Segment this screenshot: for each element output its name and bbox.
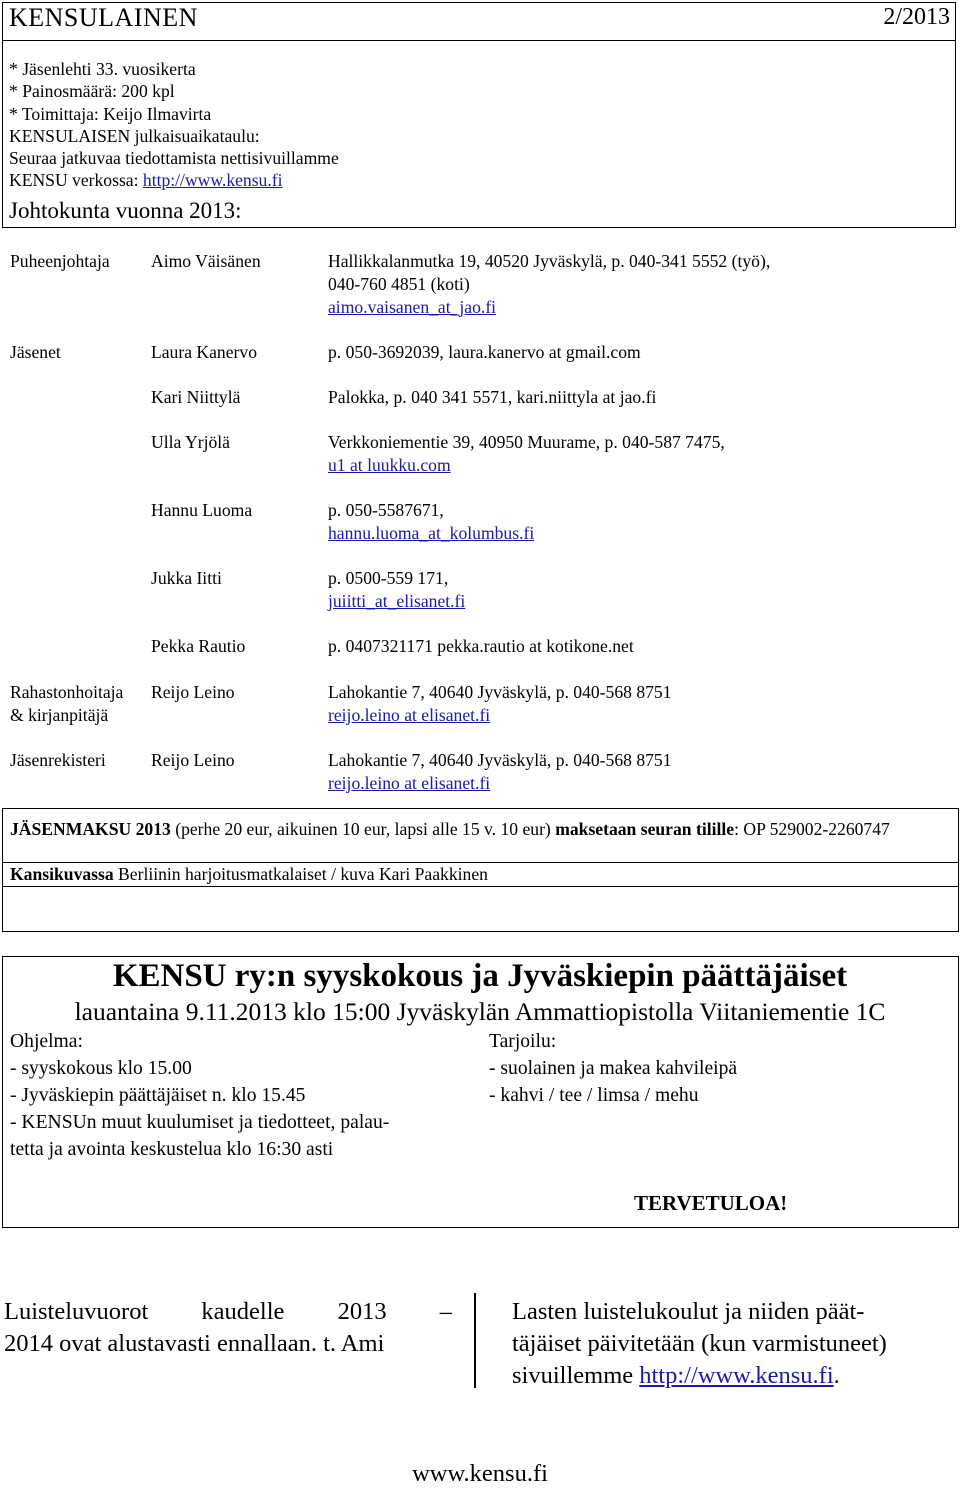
member-name: Laura Kanervo [151, 342, 257, 362]
program-heading: Ohjelma: [10, 1031, 83, 1052]
kids-line: Lasten luistelukoulut ja niiden päät- [512, 1298, 865, 1325]
member-contact: Verkkoniementie 39, 40950 Muurame, p. 040-587 7475, [328, 432, 725, 452]
fee-pay-label: maksetaan seuran tilille [555, 819, 735, 839]
program-item: - Jyväskiepin päättäjäiset n. klo 15.45 [10, 1085, 306, 1106]
fee-text [10, 818, 950, 841]
member-name: Kari Niittylä [151, 387, 241, 407]
chair-email-link[interactable]: aimo.vaisanen_at_jao.fi [328, 297, 497, 317]
serving-heading: Tarjoilu: [489, 1031, 557, 1052]
chair-name: Aimo Väisänen [151, 251, 261, 271]
header-divider [2, 40, 956, 41]
role-treasurer: Rahastonhoitaja [10, 682, 124, 702]
serving-section [489, 1028, 737, 1109]
member-name: Jukka Iitti [151, 568, 222, 588]
cover-divider [2, 886, 959, 887]
member-email-link[interactable]: u1 at luukku.com [328, 455, 451, 475]
kids-prefix: sivuillemme [512, 1362, 640, 1389]
event-title: KENSU ry:n syyskokous ja Jyväskiepin päättäjäiset [112, 958, 848, 994]
program-section [10, 1028, 389, 1163]
kids-line [512, 1360, 952, 1392]
cover-label: Kansikuvassa [10, 864, 114, 884]
registry-name: Reijo Leino [151, 750, 235, 770]
info-line: * Jäsenlehti 33. vuosikerta [9, 59, 196, 79]
member-name: Pekka Rautio [151, 636, 246, 656]
cover-caption [10, 863, 488, 886]
newsletter-title: KENSULAINEN [9, 3, 198, 32]
role-members: Jäsenet [10, 342, 61, 362]
member-contact: p. 0500-559 171, [328, 568, 449, 588]
serving-item: - kahvi / tee / limsa / mehu [489, 1085, 699, 1106]
web-prefix: KENSU verkossa: [9, 170, 143, 191]
member-contact: p. 050-5587671, [328, 500, 444, 520]
event-subtitle: lauantaina 9.11.2013 klo 15:00 Jyväskylän Ammattiopistolla Viitaniementie 1C [74, 997, 886, 1026]
serving-item: - suolainen ja makea kahvileipä [489, 1058, 738, 1079]
program-item: - KENSUn muut kuulumiset ja tiedotteet, palau- [10, 1112, 390, 1133]
web-line [9, 169, 339, 191]
info-line: KENSULAISEN julkaisuaikataulu: [9, 125, 260, 146]
board-title: Johtokunta vuonna 2013: [9, 198, 242, 223]
publication-info [9, 58, 339, 192]
treasurer-address: Lahokantie 7, 40640 Jyväskylä, p. 040-568 8751 [328, 682, 672, 702]
kids-suffix: . [833, 1362, 840, 1389]
cover-text: Berliinin harjoitusmatkalaiset / kuva Kari Paakkinen [113, 864, 488, 884]
fee-account: : OP 529002-2260747 [734, 819, 890, 839]
member-email-link[interactable]: hannu.luoma_at_kolumbus.fi [328, 523, 535, 543]
treasurer-email-link[interactable]: reijo.leino at elisanet.fi [328, 705, 491, 725]
kids-school-note [512, 1296, 952, 1392]
skating-line: Luisteluvuorot kaudelle 2013 – [4, 1298, 452, 1325]
info-line: Seuraa jatkuvaa tiedottamista nettisivuillamme [9, 148, 339, 169]
fee-label: JÄSENMAKSU 2013 [10, 819, 171, 839]
program-item: tetta ja avointa keskustelua klo 16:30 asti [10, 1139, 334, 1160]
program-item: - syyskokous klo 15.00 [10, 1058, 192, 1079]
member-name: Ulla Yrjölä [151, 432, 230, 452]
kids-website-link[interactable]: http://www.kensu.fi [639, 1362, 834, 1389]
role-chair: Puheenjohtaja [10, 251, 110, 271]
member-contact: p. 0407321171 pekka.rautio at kotikone.net [328, 636, 634, 656]
member-name: Hannu Luoma [151, 500, 253, 520]
info-line: * Toimittaja: Keijo Ilmavirta [9, 103, 212, 124]
skating-note [4, 1296, 452, 1360]
treasurer-name: Reijo Leino [151, 682, 235, 702]
chair-address: Hallikkalanmutka 19, 40520 Jyväskylä, p. 040-341 5552 (työ), [328, 251, 771, 271]
registry-address: Lahokantie 7, 40640 Jyväskylä, p. 040-568 8751 [328, 750, 672, 770]
member-email-link[interactable]: juiitti_at_elisanet.fi [328, 591, 466, 611]
registry-email-link[interactable]: reijo.leino at elisanet.fi [328, 773, 491, 793]
member-contact: p. 050-3692039, laura.kanervo at gmail.com [328, 342, 641, 362]
role-treasurer-2: & kirjanpitäjä [10, 705, 109, 725]
welcome-text: TERVETULOA! [634, 1191, 788, 1215]
footer-url: www.kensu.fi [412, 1460, 548, 1487]
kids-line: täjäiset päivitetään (kun varmistuneet) [512, 1330, 887, 1357]
role-registry: Jäsenrekisteri [10, 750, 106, 770]
member-contact: Palokka, p. 040 341 5571, kari.niittyla at jao.fi [328, 387, 657, 407]
issue-number: 2/2013 [883, 4, 950, 30]
chair-phone: 040-760 4851 (koti) [328, 274, 470, 294]
fee-details: (perhe 20 eur, aikuinen 10 eur, lapsi alle 15 v. 10 eur) [170, 819, 556, 839]
column-divider [474, 1293, 476, 1388]
info-line: * Painosmäärä: 200 kpl [9, 81, 175, 102]
skating-line: 2014 ovat alustavasti ennallaan. t. Ami [4, 1330, 385, 1357]
website-link[interactable]: http://www.kensu.fi [142, 170, 283, 191]
